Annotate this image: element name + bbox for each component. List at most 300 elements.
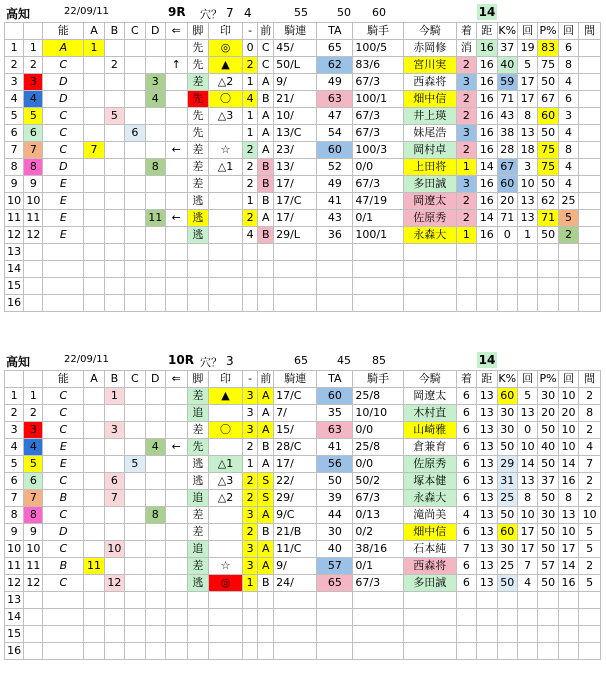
- cell-col-c: [125, 108, 145, 125]
- cell-current-jockey: 山崎雅: [403, 422, 456, 439]
- cell-p-pct: 83: [538, 40, 558, 57]
- table-row: [5, 295, 601, 312]
- cell-arrow: [165, 40, 187, 57]
- cell-col-d: 3: [145, 74, 165, 91]
- cell-col-c: [125, 244, 145, 261]
- cell-finish: 1: [456, 227, 476, 244]
- cell-current-jockey: [403, 295, 456, 312]
- cell-ability: C: [43, 125, 84, 142]
- cell-ability: [43, 261, 84, 278]
- cell-style: 先: [187, 439, 209, 456]
- cell-current-jockey: 宮川実: [403, 57, 456, 74]
- table-row: [5, 125, 601, 142]
- cell-arrow: ↑: [165, 57, 187, 74]
- cell-arrow: [165, 422, 187, 439]
- cell-ability: [43, 643, 84, 660]
- cell-col-c: 5: [125, 456, 145, 473]
- table-row: [5, 592, 601, 609]
- cell-count2: 20: [558, 405, 578, 422]
- cell-ta: 50: [317, 473, 353, 490]
- cell-ability: [43, 278, 84, 295]
- cell-interval: [579, 261, 601, 278]
- cell-count2: [558, 643, 578, 660]
- cell-col-c: [125, 405, 145, 422]
- cell-p-pct: [538, 643, 558, 660]
- cell-col-c: [125, 609, 145, 626]
- cell-current-jockey: 西森将: [403, 558, 456, 575]
- race-10r: [4, 352, 604, 660]
- cell-count: 8: [517, 490, 537, 507]
- cell-dash: 2: [242, 490, 258, 507]
- cell-row-no: 7: [5, 142, 24, 159]
- cell-prev: [258, 626, 274, 643]
- table-row: [5, 456, 601, 473]
- cell-col-b: [104, 507, 124, 524]
- cell-prev: A: [258, 558, 274, 575]
- cell-jockey: 0/0: [353, 422, 403, 439]
- cell-col-d: 4: [145, 439, 165, 456]
- cell-dash: [242, 295, 258, 312]
- cell-horse-no: 6: [24, 125, 43, 142]
- column-header-jockey-combo: 騎連: [274, 371, 317, 388]
- cell-finish: 2: [456, 210, 476, 227]
- cell-count: 13: [517, 473, 537, 490]
- cell-mark: [209, 193, 243, 210]
- cell-col-b: [104, 74, 124, 91]
- cell-mark: ▲: [209, 57, 243, 74]
- cell-p-pct: 50: [538, 456, 558, 473]
- cell-jockey-combo: 17/: [274, 176, 317, 193]
- cell-k-pct: 60: [497, 524, 517, 541]
- cell-col-c: [125, 558, 145, 575]
- cell-arrow: [165, 261, 187, 278]
- race-header: [4, 4, 604, 22]
- cell-count2: [558, 609, 578, 626]
- cell-current-jockey: 岡村卓: [403, 142, 456, 159]
- cell-current-jockey: [403, 261, 456, 278]
- column-header-col-d: D: [145, 23, 165, 40]
- cell-p-pct: 30: [538, 388, 558, 405]
- cell-count: 17: [517, 91, 537, 108]
- cell-mark: [209, 176, 243, 193]
- cell-dash: 2: [242, 176, 258, 193]
- cell-row-no: 14: [5, 261, 24, 278]
- table-row: [5, 142, 601, 159]
- race-number: 10R: [168, 353, 194, 367]
- cell-prev: A: [258, 108, 274, 125]
- cell-jockey: 0/1: [353, 210, 403, 227]
- cell-k-pct: 30: [497, 405, 517, 422]
- cell-k-pct: 43: [497, 108, 517, 125]
- cell-row-no: 8: [5, 507, 24, 524]
- cell-col-a: [84, 490, 104, 507]
- cell-col-b: 5: [104, 108, 124, 125]
- cell-ta: 65: [317, 40, 353, 57]
- cell-interval: 7: [579, 456, 601, 473]
- cell-jockey: 0/13: [353, 507, 403, 524]
- cell-mark: [209, 227, 243, 244]
- cell-interval: [579, 643, 601, 660]
- cell-style: 差: [187, 524, 209, 541]
- cell-dash: [242, 643, 258, 660]
- cell-ability: C: [43, 422, 84, 439]
- cell-count2: [558, 278, 578, 295]
- cell-jockey-combo: 17/C: [274, 388, 317, 405]
- cell-style: 先: [187, 125, 209, 142]
- cell-distance: 14: [477, 210, 497, 227]
- cell-count: [517, 295, 537, 312]
- cell-k-pct: 71: [497, 210, 517, 227]
- cell-jockey-combo: [274, 626, 317, 643]
- column-header-col-a: A: [84, 23, 104, 40]
- cell-mark: [209, 125, 243, 142]
- column-header-row: [5, 23, 601, 40]
- cell-interval: [579, 125, 601, 142]
- cell-horse-no: 9: [24, 524, 43, 541]
- table-row: [5, 91, 601, 108]
- table-row: [5, 524, 601, 541]
- cell-mark: △2: [209, 74, 243, 91]
- cell-col-a: [84, 524, 104, 541]
- cell-current-jockey: 多田誠: [403, 176, 456, 193]
- cell-ta: 30: [317, 524, 353, 541]
- cell-finish: 6: [456, 524, 476, 541]
- cell-jockey-combo: 17/: [274, 456, 317, 473]
- race-date: 22/09/11: [64, 6, 109, 17]
- column-header-col-c: C: [125, 23, 145, 40]
- cell-ability: C: [43, 507, 84, 524]
- cell-col-b: [104, 592, 124, 609]
- cell-interval: [579, 210, 601, 227]
- cell-col-b: 1: [104, 388, 124, 405]
- cell-jockey-combo: 50/L: [274, 57, 317, 74]
- cell-mark: △3: [209, 473, 243, 490]
- cell-finish: [456, 592, 476, 609]
- cell-col-a: [84, 456, 104, 473]
- cell-jockey: [353, 261, 403, 278]
- cell-horse-no: [24, 592, 43, 609]
- cell-jockey: 0/1: [353, 558, 403, 575]
- cell-col-d: [145, 575, 165, 592]
- cell-ta: [317, 626, 353, 643]
- cell-finish: 4: [456, 507, 476, 524]
- cell-horse-no: 5: [24, 456, 43, 473]
- cell-count2: 8: [558, 142, 578, 159]
- cell-ta: 63: [317, 422, 353, 439]
- cell-count2: [558, 592, 578, 609]
- cell-col-b: [104, 159, 124, 176]
- cell-current-jockey: 井上瑛: [403, 108, 456, 125]
- column-header-arrow: ⇐: [165, 23, 187, 40]
- cell-prev: [258, 278, 274, 295]
- column-header-finish: 着: [456, 23, 476, 40]
- column-header-row-no: [5, 371, 24, 388]
- cell-col-c: [125, 388, 145, 405]
- table-row: [5, 490, 601, 507]
- cell-interval: [579, 91, 601, 108]
- cell-jockey-combo: 9/: [274, 558, 317, 575]
- cell-col-a: 7: [84, 142, 104, 159]
- table-row: [5, 210, 601, 227]
- cell-horse-no: 10: [24, 541, 43, 558]
- cell-jockey: 83/6: [353, 57, 403, 74]
- column-header-current-jockey: 今騎: [403, 371, 456, 388]
- cell-dash: 3: [242, 541, 258, 558]
- cell-count2: 4: [558, 159, 578, 176]
- cell-col-b: [104, 227, 124, 244]
- cell-distance: 16: [477, 193, 497, 210]
- cell-col-b: [104, 524, 124, 541]
- cell-ta: 56: [317, 456, 353, 473]
- cell-ability: C: [43, 575, 84, 592]
- table-row: [5, 159, 601, 176]
- cell-count2: 2: [558, 227, 578, 244]
- table-row: [5, 108, 601, 125]
- cell-style: 差: [187, 142, 209, 159]
- cell-col-c: [125, 592, 145, 609]
- cell-col-a: [84, 159, 104, 176]
- cell-ta: [317, 592, 353, 609]
- cell-prev: [258, 295, 274, 312]
- cell-finish: 6: [456, 405, 476, 422]
- cell-style: 差: [187, 74, 209, 91]
- cell-interval: 2: [579, 473, 601, 490]
- cell-ability: A: [43, 40, 84, 57]
- cell-col-c: [125, 142, 145, 159]
- column-header-current-jockey: 今騎: [403, 23, 456, 40]
- cell-current-jockey: 佐原秀: [403, 210, 456, 227]
- column-header-style: 脚: [187, 371, 209, 388]
- cell-col-d: [145, 524, 165, 541]
- cell-horse-no: 2: [24, 405, 43, 422]
- cell-distance: 13: [477, 388, 497, 405]
- cell-col-d: 8: [145, 507, 165, 524]
- column-header-jockey: 騎手: [353, 23, 403, 40]
- cell-p-pct: [538, 295, 558, 312]
- cell-count: 5: [517, 57, 537, 74]
- cell-horse-no: 3: [24, 74, 43, 91]
- cell-col-b: [104, 40, 124, 57]
- cell-prev: A: [258, 142, 274, 159]
- header-value-4: 45: [337, 354, 351, 367]
- cell-distance: [477, 592, 497, 609]
- cell-finish: 1: [456, 159, 476, 176]
- cell-mark: [209, 210, 243, 227]
- header-value-1: 7: [226, 6, 234, 20]
- cell-finish: 3: [456, 125, 476, 142]
- cell-current-jockey: 岡遼太: [403, 388, 456, 405]
- cell-p-pct: [538, 244, 558, 261]
- cell-k-pct: [497, 278, 517, 295]
- cell-style: 差: [187, 176, 209, 193]
- cell-jockey: 100/3: [353, 142, 403, 159]
- cell-ta: 65: [317, 575, 353, 592]
- cell-row-no: 3: [5, 422, 24, 439]
- cell-mark: ◎: [209, 40, 243, 57]
- cell-row-no: 4: [5, 439, 24, 456]
- cell-jockey: 67/3: [353, 74, 403, 91]
- cell-count: [517, 626, 537, 643]
- column-header-ability: 能: [43, 371, 84, 388]
- cell-k-pct: 40: [497, 57, 517, 74]
- cell-dash: 3: [242, 388, 258, 405]
- column-header-prev: 前: [258, 371, 274, 388]
- cell-row-no: 1: [5, 40, 24, 57]
- cell-prev: C: [258, 40, 274, 57]
- cell-ability: D: [43, 159, 84, 176]
- cell-horse-no: [24, 295, 43, 312]
- cell-arrow: [165, 91, 187, 108]
- cell-interval: 5: [579, 575, 601, 592]
- cell-count2: 16: [558, 575, 578, 592]
- table-row: [5, 575, 601, 592]
- cell-prev: A: [258, 210, 274, 227]
- cell-jockey: [353, 592, 403, 609]
- column-header-distance: 距: [477, 23, 497, 40]
- cell-dash: 2: [242, 210, 258, 227]
- cell-col-a: [84, 609, 104, 626]
- cell-col-c: [125, 295, 145, 312]
- cell-col-a: [84, 592, 104, 609]
- cell-jockey-combo: 22/: [274, 473, 317, 490]
- cell-mark: △1: [209, 159, 243, 176]
- cell-count: 10: [517, 439, 537, 456]
- cell-finish: 6: [456, 388, 476, 405]
- cell-count2: 14: [558, 558, 578, 575]
- cell-finish: [456, 278, 476, 295]
- cell-ta: 52: [317, 159, 353, 176]
- cell-p-pct: [538, 261, 558, 278]
- cell-col-b: [104, 295, 124, 312]
- column-header-col-b: B: [104, 371, 124, 388]
- cell-interval: 10: [579, 507, 601, 524]
- column-header-k-pct: K%: [497, 23, 517, 40]
- cell-current-jockey: 西森将: [403, 74, 456, 91]
- cell-interval: [579, 176, 601, 193]
- cell-interval: 2: [579, 388, 601, 405]
- column-header-col-c: C: [125, 371, 145, 388]
- cell-jockey: 100/1: [353, 227, 403, 244]
- cell-ta: [317, 278, 353, 295]
- cell-prev: B: [258, 91, 274, 108]
- column-header-p-pct: P%: [538, 371, 558, 388]
- cell-count2: 3: [558, 108, 578, 125]
- cell-jockey: 67/3: [353, 176, 403, 193]
- cell-distance: 16: [477, 40, 497, 57]
- cell-col-c: [125, 643, 145, 660]
- cell-distance: [477, 626, 497, 643]
- cell-mark: △2: [209, 490, 243, 507]
- cell-jockey: 0/0: [353, 456, 403, 473]
- cell-arrow: [165, 609, 187, 626]
- column-header-style: 脚: [187, 23, 209, 40]
- cell-interval: 5: [579, 541, 601, 558]
- cell-k-pct: 0: [497, 227, 517, 244]
- cell-finish: 6: [456, 473, 476, 490]
- cell-dash: 1: [242, 193, 258, 210]
- cell-p-pct: 50: [538, 227, 558, 244]
- cell-count: [517, 609, 537, 626]
- cell-prev: A: [258, 74, 274, 91]
- cell-col-d: [145, 227, 165, 244]
- cell-col-a: [84, 473, 104, 490]
- cell-mark: ☆: [209, 142, 243, 159]
- cell-p-pct: 20: [538, 405, 558, 422]
- cell-row-no: 10: [5, 193, 24, 210]
- cell-row-no: 3: [5, 74, 24, 91]
- cell-finish: 6: [456, 490, 476, 507]
- cell-distance: 16: [477, 176, 497, 193]
- cell-distance: 13: [477, 405, 497, 422]
- header-value-6: 14: [478, 353, 496, 367]
- cell-style: 差: [187, 507, 209, 524]
- cell-interval: 8: [579, 405, 601, 422]
- cell-interval: [579, 193, 601, 210]
- cell-current-jockey: 畑中信: [403, 91, 456, 108]
- cell-col-b: [104, 558, 124, 575]
- cell-jockey-combo: 13/: [274, 159, 317, 176]
- cell-style: [187, 278, 209, 295]
- cell-finish: 7: [456, 541, 476, 558]
- cell-jockey: [353, 609, 403, 626]
- cell-count2: 5: [558, 210, 578, 227]
- cell-jockey-combo: 24/: [274, 575, 317, 592]
- cell-col-a: [84, 176, 104, 193]
- column-header-mark: 印: [209, 23, 243, 40]
- cell-style: 差: [187, 388, 209, 405]
- cell-horse-no: 8: [24, 159, 43, 176]
- cell-horse-no: 9: [24, 176, 43, 193]
- cell-k-pct: [497, 244, 517, 261]
- cell-mark: ◎: [209, 575, 243, 592]
- cell-horse-no: 4: [24, 439, 43, 456]
- table-row: [5, 40, 601, 57]
- header-value-3: 55: [294, 6, 308, 19]
- cell-jockey-combo: 7/: [274, 405, 317, 422]
- cell-distance: [477, 609, 497, 626]
- cell-current-jockey: [403, 278, 456, 295]
- cell-ta: [317, 295, 353, 312]
- cell-col-b: [104, 142, 124, 159]
- cell-distance: 16: [477, 125, 497, 142]
- header-value-5: 60: [372, 6, 386, 19]
- cell-p-pct: 75: [538, 57, 558, 74]
- cell-p-pct: 50: [538, 490, 558, 507]
- cell-dash: [242, 592, 258, 609]
- cell-col-d: [145, 609, 165, 626]
- cell-col-c: [125, 40, 145, 57]
- cell-horse-no: [24, 278, 43, 295]
- table-row: [5, 193, 601, 210]
- cell-jockey-combo: 21/B: [274, 524, 317, 541]
- column-header-horse-no: [24, 23, 43, 40]
- cell-ability: E: [43, 210, 84, 227]
- cell-distance: 16: [477, 142, 497, 159]
- cell-distance: 16: [477, 74, 497, 91]
- cell-col-b: [104, 643, 124, 660]
- column-header-interval: 間: [579, 371, 601, 388]
- cell-row-no: 4: [5, 91, 24, 108]
- cell-mark: [209, 609, 243, 626]
- cell-count: 18: [517, 142, 537, 159]
- cell-interval: [579, 592, 601, 609]
- cell-distance: [477, 295, 497, 312]
- cell-col-d: [145, 541, 165, 558]
- cell-col-c: [125, 524, 145, 541]
- cell-row-no: 16: [5, 295, 24, 312]
- cell-distance: [477, 244, 497, 261]
- cell-style: [187, 261, 209, 278]
